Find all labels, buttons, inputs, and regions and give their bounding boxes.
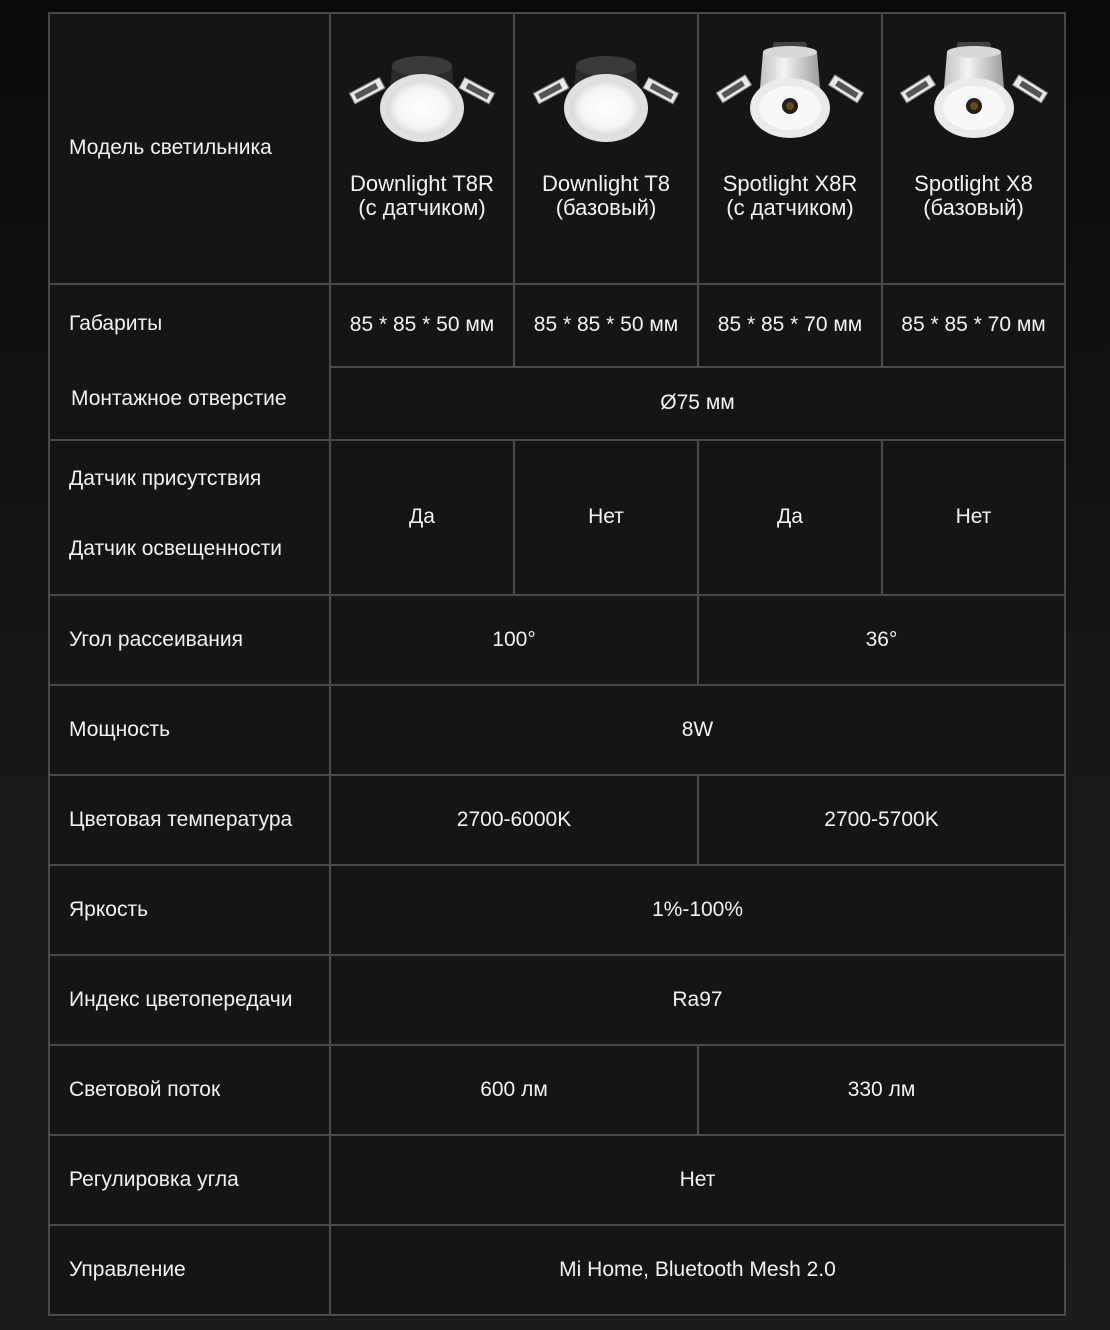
model-cell bbox=[514, 13, 698, 284]
dimensions-cutout-labels bbox=[49, 284, 330, 440]
luminous-flux-value: 330 лм bbox=[698, 1045, 1065, 1135]
sensors-value: Да bbox=[330, 440, 514, 595]
cri-row bbox=[49, 955, 1065, 1045]
luminous-flux-label: Световой поток bbox=[49, 1045, 330, 1135]
beam-angle-row bbox=[49, 595, 1065, 685]
model-variant: (с датчиком) bbox=[358, 195, 486, 221]
cri-value: Ra97 bbox=[330, 955, 1065, 1045]
sensors-labels bbox=[49, 440, 330, 595]
dimensions-label: Габариты bbox=[69, 312, 163, 335]
dimensions-value: 85 * 85 * 50 мм bbox=[330, 284, 514, 367]
color-temp-label: Цветовая температура bbox=[49, 775, 330, 865]
dimensions-value: 85 * 85 * 70 мм bbox=[698, 284, 882, 367]
spec-table bbox=[48, 12, 1066, 1316]
control-row bbox=[49, 1225, 1065, 1315]
brightness-row bbox=[49, 865, 1065, 955]
color-temp-row bbox=[49, 775, 1065, 865]
model-variant: (с датчиком) bbox=[726, 195, 854, 221]
model-name: Spotlight X8R bbox=[722, 171, 858, 196]
model-variant: (базовый) bbox=[923, 195, 1024, 221]
model-cell bbox=[698, 13, 882, 284]
downlight-lamp-icon bbox=[531, 38, 681, 148]
cri-label: Индекс цветопередачи bbox=[49, 955, 330, 1045]
light-sensor-label: Датчик освещенности bbox=[69, 537, 282, 560]
luminous-flux-row bbox=[49, 1045, 1065, 1135]
dimensions-value: 85 * 85 * 70 мм bbox=[882, 284, 1065, 367]
model-variant: (базовый) bbox=[555, 195, 657, 221]
luminous-flux-value: 600 лм bbox=[330, 1045, 698, 1135]
model-name: Spotlight X8 bbox=[914, 171, 1033, 196]
spotlight-lamp-icon bbox=[899, 38, 1049, 148]
spotlight-lamp-icon bbox=[715, 38, 865, 148]
header-label: Модель светильника bbox=[49, 13, 330, 284]
downlight-lamp-icon bbox=[347, 38, 497, 148]
dimensions-value: 85 * 85 * 50 мм bbox=[514, 284, 698, 367]
beam-angle-value: 36° bbox=[698, 595, 1065, 685]
model-cell bbox=[330, 13, 514, 284]
power-row bbox=[49, 685, 1065, 775]
model-name: Downlight T8R bbox=[350, 171, 494, 196]
tilt-value: Нет bbox=[330, 1135, 1065, 1225]
dimensions-row bbox=[49, 284, 1065, 367]
sensors-row bbox=[49, 440, 1065, 595]
brightness-label: Яркость bbox=[49, 865, 330, 955]
power-value: 8W bbox=[330, 685, 1065, 775]
model-name: Downlight T8 bbox=[542, 171, 670, 196]
cutout-value: Ø75 мм bbox=[330, 367, 1065, 440]
color-temp-value: 2700-5700K bbox=[698, 775, 1065, 865]
header-row bbox=[49, 13, 1065, 284]
beam-angle-value: 100° bbox=[330, 595, 698, 685]
sensors-value: Нет bbox=[514, 440, 698, 595]
beam-angle-label: Угол рассеивания bbox=[49, 595, 330, 685]
brightness-value: 1%-100% bbox=[330, 865, 1065, 955]
sensors-value: Нет bbox=[882, 440, 1065, 595]
control-label: Управление bbox=[49, 1225, 330, 1315]
sensors-value: Да bbox=[698, 440, 882, 595]
model-cell bbox=[882, 13, 1065, 284]
tilt-label: Регулировка угла bbox=[49, 1135, 330, 1225]
power-label: Мощность bbox=[49, 685, 330, 775]
color-temp-value: 2700-6000K bbox=[330, 775, 698, 865]
presence-sensor-label: Датчик присутствия bbox=[69, 467, 262, 490]
tilt-row bbox=[49, 1135, 1065, 1225]
cutout-label: Монтажное отверстие bbox=[71, 387, 287, 410]
control-value: Mi Home, Bluetooth Mesh 2.0 bbox=[330, 1225, 1065, 1315]
